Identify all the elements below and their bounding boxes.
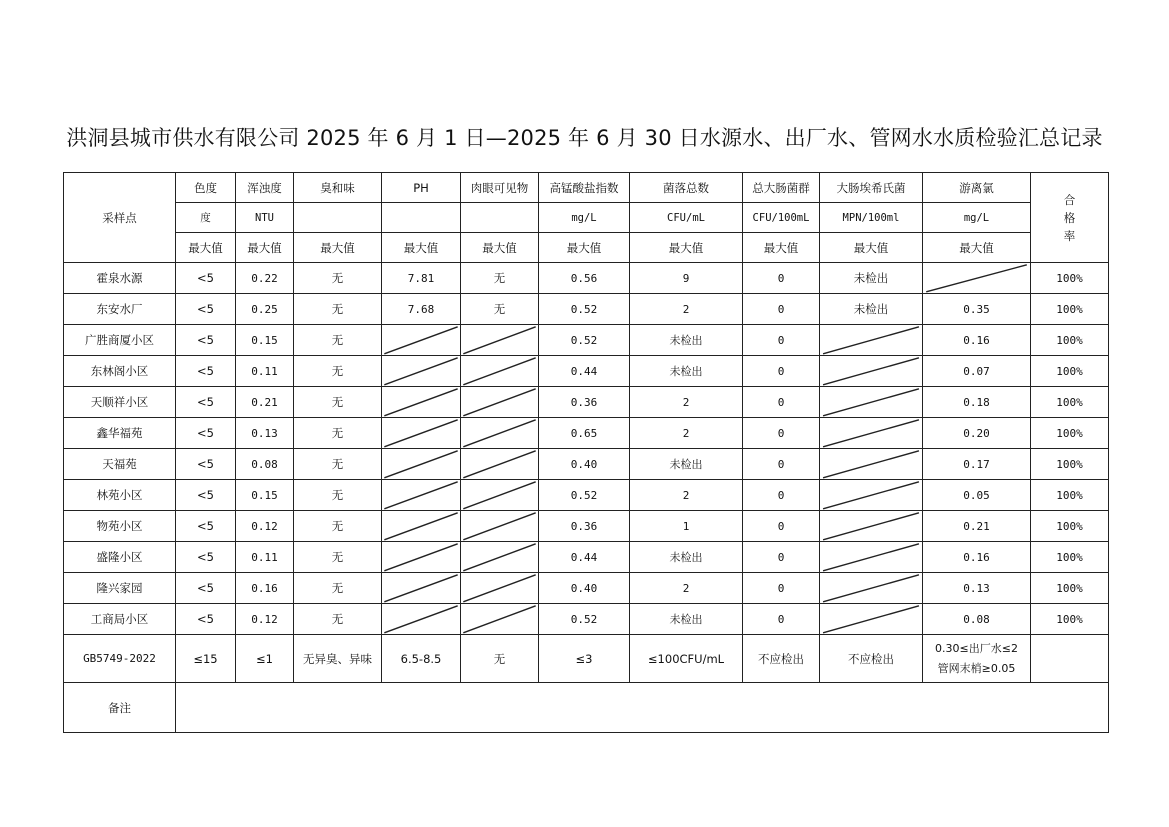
table-row	[64, 294, 1109, 325]
slash-mark	[382, 573, 460, 603]
col-header-free-chlorine: 游离氯	[923, 173, 1031, 203]
cell-free-chlorine: 0.13	[923, 573, 1031, 604]
slash-mark	[382, 325, 460, 355]
cell-colony-count: 未检出	[630, 325, 743, 356]
cell-color: <5	[176, 387, 236, 418]
not-applicable-cell	[461, 542, 539, 573]
cell-color: <5	[176, 511, 236, 542]
cell-permanganate: 0.40	[539, 573, 630, 604]
not-applicable-cell	[382, 511, 461, 542]
not-applicable-cell	[461, 449, 539, 480]
cell-odor: 无	[294, 480, 382, 511]
not-applicable-cell	[820, 325, 923, 356]
col-header-coliform: 总大肠菌群	[743, 173, 820, 203]
cell-turbidity: 0.11	[236, 356, 294, 387]
cell-permanganate: 0.56	[539, 263, 630, 294]
not-applicable-cell	[382, 542, 461, 573]
slash-mark	[382, 604, 460, 634]
cell-ph: 7.81	[382, 263, 461, 294]
slash-mark	[820, 604, 922, 634]
unit-visible-matter	[461, 203, 539, 233]
site-name: 霍泉水源	[64, 263, 176, 294]
standard-label: GB5749-2022	[64, 635, 176, 683]
cell-qualified-rate: 100%	[1031, 542, 1109, 573]
cell-color: <5	[176, 294, 236, 325]
site-name: 隆兴家园	[64, 573, 176, 604]
slash-mark	[820, 511, 922, 541]
col-header-permanganate: 高锰酸盐指数	[539, 173, 630, 203]
slash-mark	[461, 480, 538, 510]
not-applicable-cell	[820, 480, 923, 511]
cell-color: <5	[176, 356, 236, 387]
slash-mark	[461, 449, 538, 479]
table-row	[64, 387, 1109, 418]
standard-qualified-rate	[1031, 635, 1109, 683]
slash-mark	[820, 542, 922, 572]
not-applicable-cell	[461, 604, 539, 635]
cell-turbidity: 0.15	[236, 325, 294, 356]
not-applicable-cell	[820, 573, 923, 604]
unit-colony-count: CFU/mL	[630, 203, 743, 233]
cell-colony-count: 未检出	[630, 604, 743, 635]
cell-ph: 7.68	[382, 294, 461, 325]
standard-ph: 6.5-8.5	[382, 635, 461, 683]
not-applicable-cell	[820, 387, 923, 418]
cell-permanganate: 0.52	[539, 604, 630, 635]
stat-coliform: 最大值	[743, 233, 820, 263]
cell-permanganate: 0.52	[539, 294, 630, 325]
cell-colony-count: 未检出	[630, 542, 743, 573]
cell-coliform: 0	[743, 604, 820, 635]
not-applicable-cell	[461, 387, 539, 418]
table-row	[64, 263, 1109, 294]
site-name: 鑫华福苑	[64, 418, 176, 449]
qualified-rate-header: 合 格 率	[1031, 173, 1109, 263]
slash-mark	[820, 449, 922, 479]
cell-odor: 无	[294, 263, 382, 294]
cell-qualified-rate: 100%	[1031, 263, 1109, 294]
cell-odor: 无	[294, 573, 382, 604]
cell-colony-count: 2	[630, 573, 743, 604]
standard-visible-matter: 无	[461, 635, 539, 683]
cell-coliform: 0	[743, 325, 820, 356]
stat-visible-matter: 最大值	[461, 233, 539, 263]
unit-odor	[294, 203, 382, 233]
site-name: 天顺祥小区	[64, 387, 176, 418]
stat-colony-count: 最大值	[630, 233, 743, 263]
col-header-color: 色度	[176, 173, 236, 203]
cell-qualified-rate: 100%	[1031, 387, 1109, 418]
site-header: 采样点	[64, 173, 176, 263]
cell-turbidity: 0.21	[236, 387, 294, 418]
cell-free-chlorine: 0.05	[923, 480, 1031, 511]
cell-coliform: 0	[743, 449, 820, 480]
cell-odor: 无	[294, 356, 382, 387]
not-applicable-cell	[382, 356, 461, 387]
cell-permanganate: 0.65	[539, 418, 630, 449]
cell-colony-count: 1	[630, 511, 743, 542]
remarks-label: 备注	[64, 683, 176, 733]
cell-color: <5	[176, 325, 236, 356]
cell-qualified-rate: 100%	[1031, 294, 1109, 325]
standard-permanganate: ≤3	[539, 635, 630, 683]
cell-turbidity: 0.15	[236, 480, 294, 511]
unit-permanganate: mg/L	[539, 203, 630, 233]
table-row	[64, 418, 1109, 449]
cell-turbidity: 0.22	[236, 263, 294, 294]
cell-odor: 无	[294, 294, 382, 325]
site-name: 东安水厂	[64, 294, 176, 325]
not-applicable-cell	[820, 511, 923, 542]
table-row	[64, 573, 1109, 604]
remarks-row	[64, 683, 1109, 733]
cell-qualified-rate: 100%	[1031, 356, 1109, 387]
slash-mark	[923, 263, 1030, 293]
cell-free-chlorine: 0.17	[923, 449, 1031, 480]
unit-color: 度	[176, 203, 236, 233]
not-applicable-cell	[820, 542, 923, 573]
unit-coliform: CFU/100mL	[743, 203, 820, 233]
not-applicable-cell	[461, 573, 539, 604]
slash-mark	[820, 480, 922, 510]
slash-mark	[382, 449, 460, 479]
site-name: 天福苑	[64, 449, 176, 480]
cell-qualified-rate: 100%	[1031, 449, 1109, 480]
not-applicable-cell	[461, 511, 539, 542]
not-applicable-cell	[382, 604, 461, 635]
not-applicable-cell	[382, 449, 461, 480]
cell-qualified-rate: 100%	[1031, 511, 1109, 542]
stat-odor: 最大值	[294, 233, 382, 263]
cell-permanganate: 0.36	[539, 387, 630, 418]
cell-ecoli: 未检出	[820, 263, 923, 294]
cell-color: <5	[176, 418, 236, 449]
standard-ecoli: 不应检出	[820, 635, 923, 683]
cell-coliform: 0	[743, 294, 820, 325]
cell-coliform: 0	[743, 542, 820, 573]
cell-color: <5	[176, 542, 236, 573]
cell-coliform: 0	[743, 511, 820, 542]
table-row	[64, 356, 1109, 387]
table-row	[64, 325, 1109, 356]
slash-mark	[461, 573, 538, 603]
cell-colony-count: 2	[630, 294, 743, 325]
unit-ph	[382, 203, 461, 233]
not-applicable-cell	[461, 418, 539, 449]
unit-turbidity: NTU	[236, 203, 294, 233]
cell-color: <5	[176, 449, 236, 480]
table-row	[64, 604, 1109, 635]
site-name: 盛隆小区	[64, 542, 176, 573]
cell-odor: 无	[294, 449, 382, 480]
cell-colony-count: 9	[630, 263, 743, 294]
slash-mark	[461, 325, 538, 355]
cell-turbidity: 0.13	[236, 418, 294, 449]
slash-mark	[820, 573, 922, 603]
cell-coliform: 0	[743, 356, 820, 387]
unit-ecoli: MPN/100ml	[820, 203, 923, 233]
not-applicable-cell	[820, 604, 923, 635]
cell-color: <5	[176, 604, 236, 635]
cell-qualified-rate: 100%	[1031, 573, 1109, 604]
site-name: 工商局小区	[64, 604, 176, 635]
slash-mark	[461, 604, 538, 634]
stat-permanganate: 最大值	[539, 233, 630, 263]
cell-turbidity: 0.12	[236, 604, 294, 635]
cell-odor: 无	[294, 325, 382, 356]
cell-turbidity: 0.08	[236, 449, 294, 480]
standard-coliform: 不应检出	[743, 635, 820, 683]
not-applicable-cell	[461, 325, 539, 356]
slash-mark	[820, 356, 922, 386]
standard-row	[64, 635, 1109, 683]
cell-color: <5	[176, 573, 236, 604]
cell-turbidity: 0.11	[236, 542, 294, 573]
cell-permanganate: 0.44	[539, 542, 630, 573]
cell-color: <5	[176, 263, 236, 294]
slash-mark	[382, 480, 460, 510]
unit-free-chlorine: mg/L	[923, 203, 1031, 233]
col-header-visible-matter: 肉眼可见物	[461, 173, 539, 203]
cell-free-chlorine: 0.18	[923, 387, 1031, 418]
standard-odor: 无异臭、异味	[294, 635, 382, 683]
slash-mark	[820, 418, 922, 448]
col-header-ecoli: 大肠埃希氏菌	[820, 173, 923, 203]
cell-qualified-rate: 100%	[1031, 325, 1109, 356]
cell-visible-matter: 无	[461, 294, 539, 325]
cell-odor: 无	[294, 387, 382, 418]
slash-mark	[382, 387, 460, 417]
cell-permanganate: 0.36	[539, 511, 630, 542]
cell-colony-count: 2	[630, 480, 743, 511]
cell-colony-count: 未检出	[630, 449, 743, 480]
cell-odor: 无	[294, 511, 382, 542]
cell-free-chlorine: 0.20	[923, 418, 1031, 449]
stat-free-chlorine: 最大值	[923, 233, 1031, 263]
cell-coliform: 0	[743, 480, 820, 511]
stat-color: 最大值	[176, 233, 236, 263]
cell-permanganate: 0.52	[539, 480, 630, 511]
site-name: 林苑小区	[64, 480, 176, 511]
not-applicable-cell	[382, 573, 461, 604]
not-applicable-cell	[820, 418, 923, 449]
site-name: 物苑小区	[64, 511, 176, 542]
slash-mark	[461, 511, 538, 541]
cell-visible-matter: 无	[461, 263, 539, 294]
cell-free-chlorine: 0.07	[923, 356, 1031, 387]
cell-free-chlorine: 0.35	[923, 294, 1031, 325]
slash-mark	[461, 542, 538, 572]
not-applicable-cell	[461, 356, 539, 387]
slash-mark	[382, 418, 460, 448]
slash-mark	[461, 387, 538, 417]
table-row	[64, 480, 1109, 511]
standard-color: ≤15	[176, 635, 236, 683]
cell-qualified-rate: 100%	[1031, 418, 1109, 449]
table-row	[64, 449, 1109, 480]
cell-free-chlorine: 0.21	[923, 511, 1031, 542]
cell-qualified-rate: 100%	[1031, 480, 1109, 511]
water-quality-table	[63, 172, 1109, 733]
not-applicable-cell	[820, 449, 923, 480]
cell-coliform: 0	[743, 387, 820, 418]
slash-mark	[382, 356, 460, 386]
cell-odor: 无	[294, 418, 382, 449]
table-row	[64, 542, 1109, 573]
page-title: 洪洞县城市供水有限公司 2025 年 6 月 1 日—2025 年 6 月 30 日水源水、出厂水、管网水水质检验汇总记录	[66, 126, 1103, 150]
cell-odor: 无	[294, 604, 382, 635]
col-header-ph: PH	[382, 173, 461, 203]
slash-mark	[820, 325, 922, 355]
cell-odor: 无	[294, 542, 382, 573]
cell-ecoli: 未检出	[820, 294, 923, 325]
cell-coliform: 0	[743, 263, 820, 294]
cell-free-chlorine: 0.08	[923, 604, 1031, 635]
not-applicable-cell	[382, 480, 461, 511]
cell-turbidity: 0.25	[236, 294, 294, 325]
site-name: 东林阁小区	[64, 356, 176, 387]
cell-colony-count: 2	[630, 418, 743, 449]
cell-coliform: 0	[743, 418, 820, 449]
slash-mark	[461, 418, 538, 448]
cell-free-chlorine: 0.16	[923, 325, 1031, 356]
cell-permanganate: 0.52	[539, 325, 630, 356]
slash-mark	[820, 387, 922, 417]
cell-turbidity: 0.12	[236, 511, 294, 542]
cell-permanganate: 0.44	[539, 356, 630, 387]
col-header-turbidity: 浑浊度	[236, 173, 294, 203]
not-applicable-cell	[461, 480, 539, 511]
table-row	[64, 511, 1109, 542]
cell-qualified-rate: 100%	[1031, 604, 1109, 635]
stat-turbidity: 最大值	[236, 233, 294, 263]
cell-coliform: 0	[743, 573, 820, 604]
not-applicable-cell	[382, 387, 461, 418]
standard-free-chlorine: 0.30≤出厂水≤2 管网末梢≥0.05	[923, 635, 1031, 683]
not-applicable-cell	[820, 356, 923, 387]
standard-colony-count: ≤100CFU/mL	[630, 635, 743, 683]
standard-turbidity: ≤1	[236, 635, 294, 683]
col-header-odor: 臭和味	[294, 173, 382, 203]
slash-mark	[382, 511, 460, 541]
cell-free-chlorine: 0.16	[923, 542, 1031, 573]
not-applicable-cell	[382, 418, 461, 449]
stat-ecoli: 最大值	[820, 233, 923, 263]
cell-color: <5	[176, 480, 236, 511]
stat-ph: 最大值	[382, 233, 461, 263]
cell-permanganate: 0.40	[539, 449, 630, 480]
col-header-colony-count: 菌落总数	[630, 173, 743, 203]
cell-colony-count: 2	[630, 387, 743, 418]
site-name: 广胜商厦小区	[64, 325, 176, 356]
slash-mark	[461, 356, 538, 386]
slash-mark	[382, 542, 460, 572]
not-applicable-cell	[923, 263, 1031, 294]
cell-colony-count: 未检出	[630, 356, 743, 387]
not-applicable-cell	[382, 325, 461, 356]
cell-turbidity: 0.16	[236, 573, 294, 604]
remarks-value	[176, 683, 1109, 733]
